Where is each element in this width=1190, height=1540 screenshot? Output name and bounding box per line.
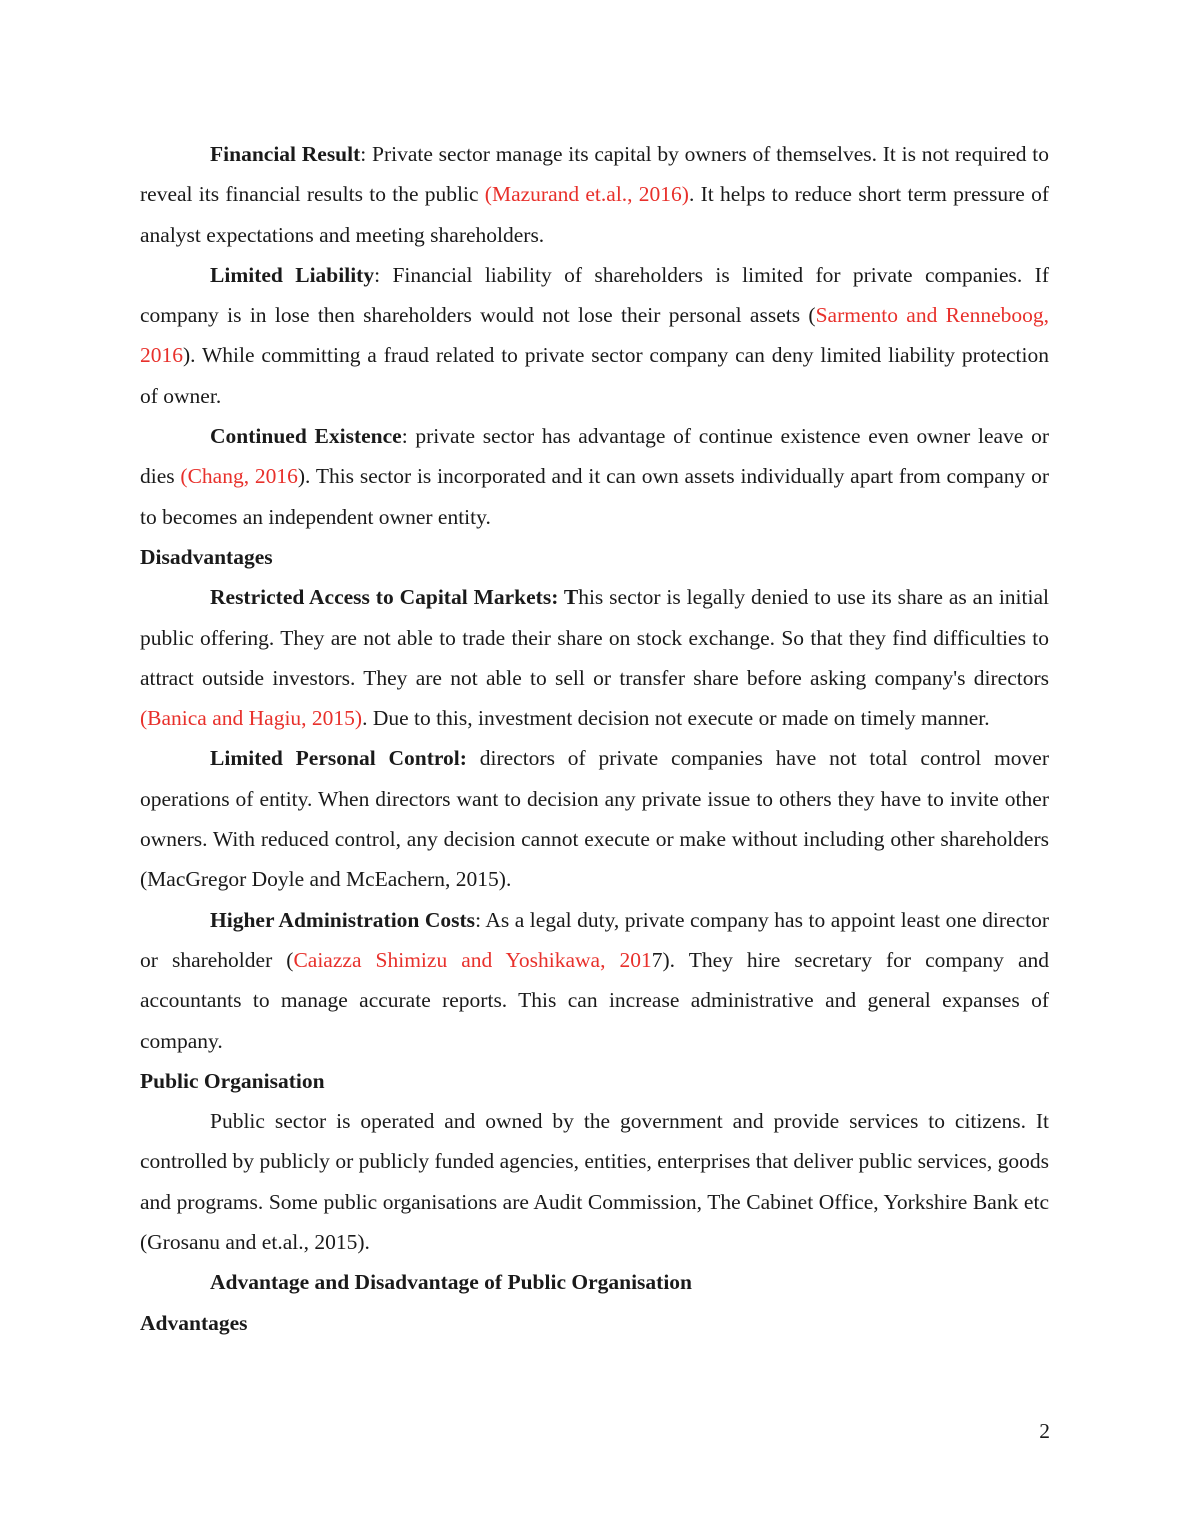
paragraph-higher-admin-costs [140, 900, 1049, 1061]
paragraph-text: . Due to this, investment decision not execute or made on timely manner. [362, 706, 990, 731]
term-financial-result: Financial Result [210, 142, 361, 166]
paragraph-text: ). This sector is incorporated and it can own assets individually apart from company or to becomes an independent owner entity. [140, 464, 1050, 529]
term-limited-personal-control: Limited Personal Control: [210, 746, 467, 771]
paragraph-text: : As a legal duty, private company has to appoint least one director or shareholder ( [140, 907, 1050, 972]
citation: Caiazza Shimizu and Yoshikawa, 201 [293, 947, 652, 972]
heading-public-organisation: Public Organisation [140, 1068, 325, 1093]
citation: Sarmento and Renneboog, 2016 [140, 303, 1049, 368]
term-restricted-access: Restricted Access to Capital Markets: T [210, 585, 579, 610]
paragraph-public-organisation: Public sector is operated and owned by the government and provide services to citizens. It controlled by publicly or publicly funded agencies, entities, enterprises that deliver public services, goods and programs. Some public organisations are Audit Commission, The Cabinet Office, Yorkshire Bank etc (Grosanu and et.al., 2015). [140, 1109, 1049, 1255]
citation: (Banica and Hagiu, 2015) [140, 706, 363, 731]
citation: (Chang, 2016 [180, 464, 298, 489]
paragraph-restricted-access [140, 577, 1049, 738]
paragraph-text: ). While committing a fraud related to private sector company can deny limited liability protection of owner. [140, 343, 1049, 408]
paragraph-text: his sector is legally denied to use its share as an initial public offering. They are not able to trade their share on stock exchange. So that they find difficulties to attract outside investors. They are not able to sell or transfer share before asking company's directors [140, 585, 1049, 690]
paragraph-text: directors of private companies have not total control mover operations of entity. When directors want to decision any private issue to others they have to invite other owners. With reduced control, any decision cannot execute or make without including other shareholders (MacGregor Doyle and McEachern, 2015). [140, 746, 1050, 892]
term-higher-admin-costs: Higher Administration Costs [210, 907, 476, 932]
paragraph-financial-result [140, 134, 1049, 255]
term-continued-existence: Continued Existence [210, 424, 402, 449]
paragraph-limited-liability [140, 255, 1049, 416]
paragraph-text: . It helps to reduce short term pressure of analyst expectations and meeting shareholders. [140, 182, 1049, 247]
heading-disadvantages: Disadvantages [140, 544, 273, 569]
term-limited-liability: Limited Liability [210, 262, 375, 287]
document-body [140, 134, 1049, 1343]
heading-advantages: Advantages [140, 1310, 248, 1335]
paragraph-text: : private sector has advantage of continue existence even owner leave or dies [140, 424, 1049, 489]
paragraph-text: 7). They hire secretary for company and accountants to manage accurate reports. This can increase administrative and general expanses of company. [140, 947, 1050, 1053]
page-number: 2 [1039, 1419, 1050, 1443]
citation: (Mazurand et.al., 2016) [484, 182, 689, 207]
paragraph-limited-personal-control [140, 738, 1049, 899]
paragraph-text: : Private sector manage its capital by owners of themselves. It is not required to reveal its financial results to the public [140, 142, 1049, 207]
paragraph-continued-existence [140, 416, 1049, 537]
heading-adv-disadv-public: Advantage and Disadvantage of Public Organisation [210, 1270, 693, 1295]
paragraph-text: : Financial liability of shareholders is limited for private companies. If company is in lose then shareholders would not lose their personal assets ( [140, 262, 1049, 328]
